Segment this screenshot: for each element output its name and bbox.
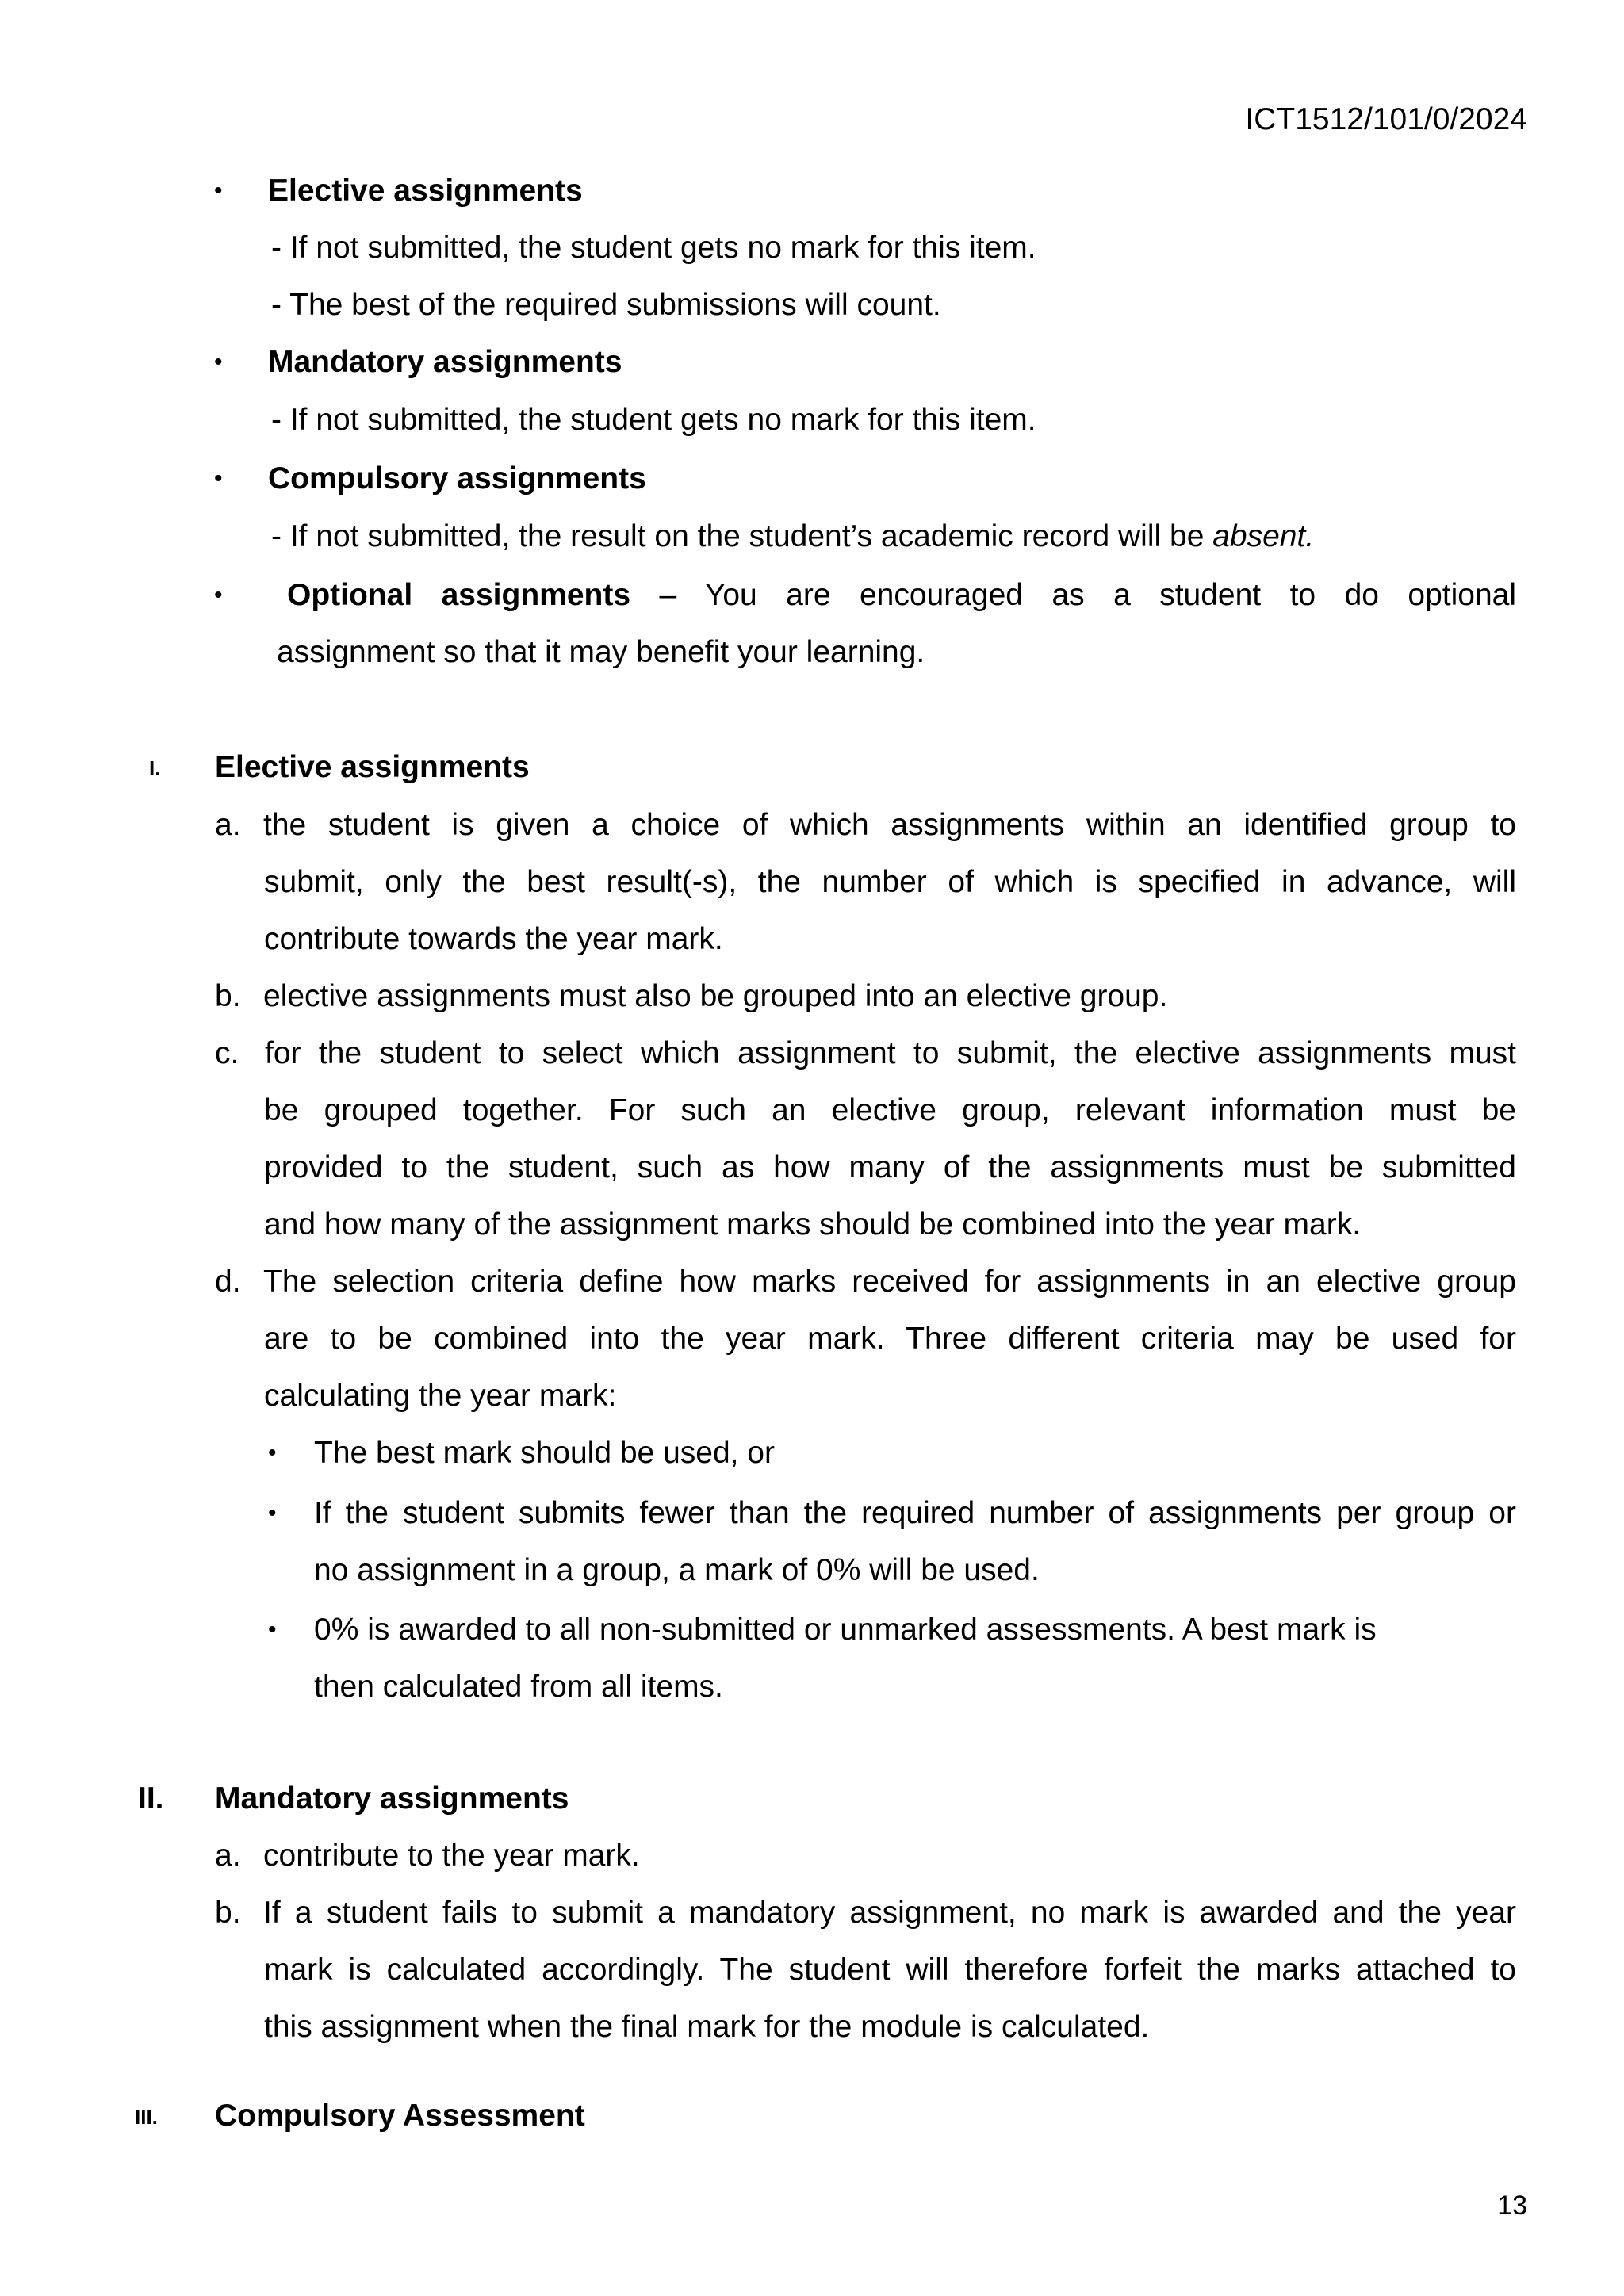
section-numeral: III. xyxy=(135,2105,158,2129)
paragraph-line: provided to the student, such as how many of the assignments must be submitted xyxy=(264,1150,1516,1184)
summary-optional-text: – You are encouraged as a student to do optional xyxy=(630,578,1517,612)
summary-optional-line: assignment so that it may benefit your learning. xyxy=(277,635,925,669)
list-label: c. xyxy=(215,1036,239,1070)
paragraph-line: If a student fails to submit a mandatory assignment, no mark is awarded and the year xyxy=(263,1896,1516,1930)
summary-compulsory-italic: absent. xyxy=(1212,519,1315,553)
bullet-icon: • xyxy=(268,1500,277,1526)
criteria-item: no assignment in a group, a mark of 0% will be used. xyxy=(314,1553,1040,1587)
summary-compulsory-text: - If not submitted, the result on the student’s academic record will be xyxy=(271,519,1205,553)
section-numeral: I. xyxy=(149,756,161,780)
bullet-icon: • xyxy=(268,1617,277,1643)
criteria-item: 0% is awarded to all non-submitted or unmarked assessments. A best mark is xyxy=(314,1613,1377,1647)
paragraph-line: the student is given a choice of which assignments within an identified group to xyxy=(263,808,1516,842)
bullet-icon: • xyxy=(214,178,223,204)
list-label: a. xyxy=(215,1839,241,1873)
summary-elective-line: - The best of the required submissions will count. xyxy=(271,288,941,322)
paragraph-line: submit, only the best result(-s), the number of which is specified in advance, will xyxy=(264,865,1516,899)
document-code: ICT1512/101/0/2024 xyxy=(1245,102,1527,136)
paragraph-line: are to be combined into the year mark. Three different criteria may be used for xyxy=(264,1322,1516,1356)
summary-compulsory-title: Compulsory assignments xyxy=(268,461,646,496)
section-title: Compulsory Assessment xyxy=(215,2099,585,2133)
summary-elective-line: - If not submitted, the student gets no mark for this item. xyxy=(271,231,1036,265)
section-title: Mandatory assignments xyxy=(215,1781,569,1816)
bullet-icon: • xyxy=(214,465,223,492)
criteria-item: If the student submits fewer than the required number of assignments per group or xyxy=(314,1496,1516,1530)
paragraph-line: mark is calculated accordingly. The student will therefore forfeit the marks attached to xyxy=(264,1953,1516,1987)
paragraph-line: be grouped together. For such an elective group, relevant information must be xyxy=(264,1093,1516,1127)
paragraph-line: contribute towards the year mark. xyxy=(264,922,723,956)
summary-optional-line xyxy=(287,567,1516,624)
paragraph-line: calculating the year mark: xyxy=(264,1379,617,1413)
paragraph-line: The selection criteria define how marks received for assignments in an elective group xyxy=(263,1265,1516,1299)
summary-mandatory-line: - If not submitted, the student gets no mark for this item. xyxy=(271,403,1036,437)
page-number: 13 xyxy=(1497,2191,1527,2221)
bullet-icon: • xyxy=(214,349,223,375)
bullet-icon: • xyxy=(214,582,223,608)
section-title: Elective assignments xyxy=(215,750,530,784)
bullet-icon: • xyxy=(268,1440,277,1466)
section-numeral: II. xyxy=(138,1781,164,1816)
paragraph-line: this assignment when the final mark for the module is calculated. xyxy=(264,2010,1150,2044)
summary-optional-title: Optional assignments xyxy=(287,578,631,612)
list-label: b. xyxy=(215,1896,241,1930)
criteria-item: The best mark should be used, or xyxy=(314,1436,775,1470)
list-label: b. xyxy=(215,979,241,1013)
paragraph-line: elective assignments must also be grouped into an elective group. xyxy=(263,979,1168,1013)
list-label: a. xyxy=(215,808,241,842)
list-label: d. xyxy=(215,1265,241,1299)
criteria-item: then calculated from all items. xyxy=(314,1670,723,1704)
paragraph-line: for the student to select which assignment to submit, the elective assignments must xyxy=(265,1036,1516,1070)
summary-compulsory-line xyxy=(271,508,1314,565)
paragraph-line: and how many of the assignment marks should be combined into the year mark. xyxy=(264,1207,1362,1242)
summary-elective-title: Elective assignments xyxy=(268,174,583,208)
paragraph-line: contribute to the year mark. xyxy=(263,1839,640,1873)
summary-mandatory-title: Mandatory assignments xyxy=(268,345,622,379)
